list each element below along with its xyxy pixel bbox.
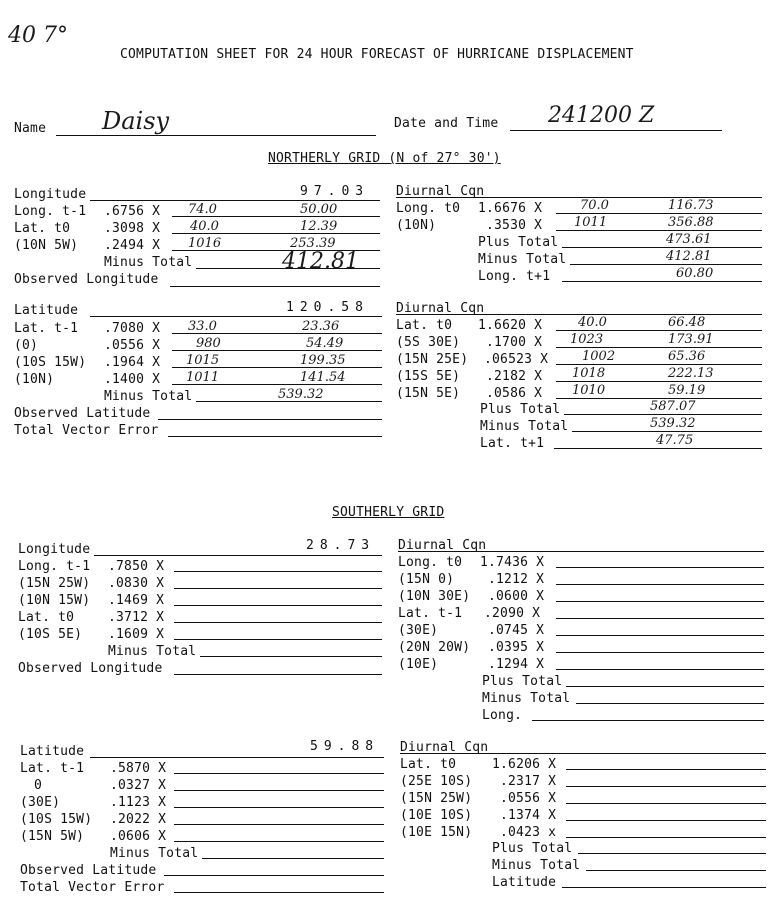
southerly-heading: SOUTHERLY GRID — [332, 505, 445, 520]
s-lon-row-coef: .1469 X — [108, 593, 165, 608]
n-lat-row-result: 141.54 — [300, 370, 346, 385]
date-label: Date and Time — [394, 116, 499, 131]
n-lat-row-coef: .1964 X — [104, 355, 161, 370]
s-lat-diurnal-label: Diurnal Cqn — [400, 740, 489, 755]
s-latd-row-line — [566, 837, 766, 838]
n-latd-minus-total-line — [572, 431, 762, 432]
n-latd-row-coef: .06523 X — [484, 352, 549, 367]
s-ld-row-label: (10E) — [398, 657, 439, 672]
n-lat-row-label: Lat. t-1 — [14, 321, 79, 336]
n-latitude-value: 120.58 — [286, 300, 369, 315]
s-ld-minus-total-line — [576, 703, 764, 704]
n-latd-row-label: (15S 5E) — [396, 369, 461, 384]
n-ld-row-line — [556, 213, 762, 214]
n-latd-row-line — [556, 381, 762, 382]
s-lon-row-line — [174, 639, 382, 640]
s-lat-row-line — [174, 807, 384, 808]
n-lat-row-obs: 33.0 — [188, 319, 217, 334]
s-latd-row-coef: .0556 X — [500, 791, 557, 806]
name-label: Name — [14, 121, 47, 136]
n-lat-row-obs: 1011 — [186, 370, 220, 385]
n-latd-result-line — [554, 448, 762, 449]
n-lat-row-obs: 980 — [196, 336, 221, 351]
s-latd-result-line — [562, 887, 766, 888]
n-ld-row-result: 356.88 — [668, 215, 714, 230]
s-latitude-line — [90, 757, 384, 758]
s-longitude-line — [94, 555, 382, 556]
n-lat-row-label: (10N) — [14, 372, 55, 387]
s-lat-row-label: (30E) — [20, 795, 61, 810]
n-latitude-line — [90, 316, 382, 317]
n-latd-row-label: (15N 25E) — [396, 352, 469, 367]
s-ld-row-line — [556, 618, 764, 619]
s-ld-result-line — [532, 720, 764, 721]
n-ld-result-line — [562, 281, 762, 282]
n-lat-row-coef: .7080 X — [104, 321, 161, 336]
s-ld-row-coef: .0600 X — [488, 589, 545, 604]
n-lat-diurnal-label: Diurnal Cqn — [396, 301, 485, 316]
n-latd-row-obs: 1010 — [572, 383, 606, 398]
s-lat-row-coef: .2022 X — [110, 812, 167, 827]
n-long-diurnal-label: Diurnal Cqn — [396, 184, 485, 199]
s-ld-row-line — [556, 601, 764, 602]
s-latd-row-line — [566, 786, 766, 787]
s-ld-minus-total-label: Minus Total — [482, 691, 571, 706]
s-ld-result-label: Long. — [482, 708, 523, 723]
n-ld-row-line — [556, 230, 762, 231]
n-latd-row-line — [556, 364, 762, 365]
s-latd-row-label: (25E 10S) — [400, 774, 473, 789]
s-ld-row-line — [556, 669, 764, 670]
n-lat-row-coef: .0556 X — [104, 338, 161, 353]
n-latd-plus-total-line — [564, 414, 762, 415]
n-latd-row-line — [556, 330, 762, 331]
n-tve-label: Total Vector Error — [14, 423, 159, 438]
n-tve-line — [168, 436, 382, 437]
s-lon-row-line — [174, 588, 382, 589]
s-latd-plus-total-line — [578, 853, 766, 854]
s-latd-row-coef: 1.6206 X — [492, 757, 557, 772]
s-ld-row-line — [556, 635, 764, 636]
s-lat-row-coef: .1123 X — [110, 795, 167, 810]
n-latd-row-line — [556, 347, 762, 348]
s-lat-row-line — [174, 841, 384, 842]
n-ld-row-obs: 1011 — [574, 215, 608, 230]
name-value: Daisy — [102, 107, 170, 135]
s-latd-row-coef: .1374 X — [500, 808, 557, 823]
n-latd-row-result: 66.48 — [668, 315, 706, 330]
s-ld-row-label: (20N 20W) — [398, 640, 471, 655]
s-latd-row-label: (15N 25W) — [400, 791, 473, 806]
n-ld-result-label: Long. t+1 — [478, 269, 551, 284]
s-tve-line — [174, 892, 384, 893]
s-lat-minus-total-label: Minus Total — [110, 846, 199, 861]
n-lat-row-coef: .1400 X — [104, 372, 161, 387]
name-line — [56, 135, 376, 136]
s-long-diurnal-line — [398, 551, 764, 552]
n-latd-row-coef: .2182 X — [486, 369, 543, 384]
n-latd-row-obs: 1002 — [582, 349, 616, 364]
n-lon-row-coef: .6756 X — [104, 204, 161, 219]
s-lat-minus-total-line — [202, 858, 384, 859]
s-lat-row-label: (10S 15W) — [20, 812, 93, 827]
n-lat-row-obs: 1015 — [186, 353, 220, 368]
s-latitude-value: 59.88 — [310, 739, 380, 754]
s-observed-latitude-line — [164, 875, 384, 876]
s-latd-result-label: Latitude — [492, 875, 557, 890]
n-latd-row-label: Lat. t0 — [396, 318, 453, 333]
s-long-diurnal-label: Diurnal Cqn — [398, 538, 487, 553]
s-latd-minus-total-label: Minus Total — [492, 858, 581, 873]
n-lon-row-coef: .2494 X — [104, 238, 161, 253]
s-ld-row-label: (10N 30E) — [398, 589, 471, 604]
s-latd-plus-total-label: Plus Total — [492, 841, 573, 856]
n-latd-row-coef: .1700 X — [486, 335, 543, 350]
s-lat-row-coef: .5870 X — [110, 761, 167, 776]
s-latd-minus-total-line — [586, 870, 766, 871]
n-lon-row-obs: 1016 — [188, 236, 222, 251]
n-lon-row-obs: 40.0 — [190, 219, 219, 234]
n-lat-row-result: 54.49 — [306, 336, 344, 351]
s-lon-row-label: (10N 15W) — [18, 593, 91, 608]
date-line — [510, 130, 722, 131]
s-tve-label: Total Vector Error — [20, 880, 165, 895]
n-lon-minus-total-value: 412.81 — [282, 249, 359, 274]
n-latd-row-label: (5S 30E) — [396, 335, 461, 350]
s-lat-row-line — [174, 773, 384, 774]
s-ld-row-coef: .1212 X — [488, 572, 545, 587]
n-longitude-value: 97.03 — [300, 184, 370, 199]
s-lon-row-coef: .7850 X — [108, 559, 165, 574]
n-lon-row-label: (10N 5W) — [14, 238, 79, 253]
s-ld-row-label: (30E) — [398, 623, 439, 638]
s-latd-row-line — [566, 769, 766, 770]
n-latd-row-coef: .0586 X — [486, 386, 543, 401]
s-lon-row-label: (10S 5E) — [18, 627, 83, 642]
n-lat-minus-total-label: Minus Total — [104, 389, 193, 404]
n-latd-row-obs: 1018 — [572, 366, 606, 381]
s-ld-row-coef: 1.7436 X — [480, 555, 545, 570]
s-lon-row-label: Lat. t0 — [18, 610, 75, 625]
n-ld-plus-total-value: 473.61 — [666, 232, 712, 247]
s-ld-row-label: Lat. t-1 — [398, 606, 463, 621]
s-lat-row-label: (15N 5W) — [20, 829, 85, 844]
s-lon-row-label: (15N 25W) — [18, 576, 91, 591]
s-lat-row-line — [174, 790, 384, 791]
n-ld-row-result: 116.73 — [668, 198, 714, 213]
n-observed-longitude-line — [170, 286, 380, 287]
s-lon-minus-total-line — [200, 656, 382, 657]
s-ld-plus-total-line — [566, 686, 764, 687]
n-latd-row-obs: 1023 — [570, 332, 604, 347]
sheet-title: COMPUTATION SHEET FOR 24 HOUR FORECAST OF HURRICANE DISPLACEMENT — [120, 47, 634, 62]
n-latd-row-result: 222.13 — [668, 366, 714, 381]
n-ld-plus-total-line — [562, 247, 762, 248]
n-lon-minus-total-label: Minus Total — [104, 255, 193, 270]
n-latd-plus-total-label: Plus Total — [480, 402, 561, 417]
n-lat-row-result: 23.36 — [302, 319, 340, 334]
s-observed-latitude-label: Observed Latitude — [20, 863, 157, 878]
n-ld-minus-total-label: Minus Total — [478, 252, 567, 267]
s-latd-row-label: Lat. t0 — [400, 757, 457, 772]
n-ld-minus-total-value: 412.81 — [666, 249, 712, 264]
s-lat-row-line — [174, 824, 384, 825]
s-latd-row-line — [566, 803, 766, 804]
n-lon-row-label: Lat. t0 — [14, 221, 71, 236]
n-lon-row-obs: 74.0 — [188, 202, 217, 217]
n-latitude-label: Latitude — [14, 303, 79, 318]
n-lon-row-coef: .3098 X — [104, 221, 161, 236]
s-latd-row-coef: .0423 x — [500, 825, 557, 840]
n-latd-row-result: 59.19 — [668, 383, 706, 398]
n-lon-row-result: 50.00 — [300, 202, 338, 217]
s-lat-row-label: 0 — [34, 778, 43, 793]
s-lat-row-coef: .0606 X — [110, 829, 167, 844]
n-ld-row-label: Long. t0 — [396, 201, 461, 216]
corner-note: 40 7° — [8, 23, 68, 48]
s-latd-row-label: (10E 10S) — [400, 808, 473, 823]
n-latd-result-value: 47.75 — [656, 433, 694, 448]
n-lon-row-label: Long. t-1 — [14, 204, 87, 219]
s-ld-row-line — [556, 584, 764, 585]
s-latd-row-coef: .2317 X — [500, 774, 557, 789]
s-ld-row-label: Long. t0 — [398, 555, 463, 570]
n-latd-plus-total-value: 587.07 — [650, 399, 696, 414]
s-observed-longitude-line — [174, 674, 382, 675]
s-latd-row-label: (10E 15N) — [400, 825, 473, 840]
s-ld-row-line — [556, 652, 764, 653]
n-latd-row-coef: 1.6620 X — [478, 318, 543, 333]
n-latd-minus-total-label: Minus Total — [480, 419, 569, 434]
s-lon-minus-total-label: Minus Total — [108, 644, 197, 659]
s-lon-row-line — [174, 605, 382, 606]
n-latd-row-result: 65.36 — [668, 349, 706, 364]
n-ld-row-label: (10N) — [396, 218, 437, 233]
s-ld-plus-total-label: Plus Total — [482, 674, 563, 689]
n-longitude-line — [90, 200, 380, 201]
n-latd-row-label: (15N 5E) — [396, 386, 461, 401]
s-ld-row-label: (15N 0) — [398, 572, 455, 587]
s-observed-longitude-label: Observed Longitude — [18, 661, 163, 676]
s-ld-row-coef: .1294 X — [488, 657, 545, 672]
n-longitude-label: Longitude — [14, 187, 87, 202]
n-lat-row-result: 199.35 — [300, 353, 346, 368]
n-latd-minus-total-value: 539.32 — [650, 416, 696, 431]
s-lon-row-line — [174, 571, 382, 572]
n-ld-row-obs: 70.0 — [580, 198, 609, 213]
n-lon-row-result: 253.39 — [290, 236, 336, 251]
n-observed-longitude-label: Observed Longitude — [14, 272, 159, 287]
date-value: 241200 Z — [548, 103, 655, 128]
n-lat-minus-total-value: 539.32 — [278, 387, 324, 402]
n-observed-latitude-label: Observed Latitude — [14, 406, 151, 421]
s-longitude-label: Longitude — [18, 542, 91, 557]
s-lat-row-label: Lat. t-1 — [20, 761, 85, 776]
n-lat-row-label: (10S 15W) — [14, 355, 87, 370]
s-lon-row-line — [174, 622, 382, 623]
n-lat-row-label: (0) — [14, 338, 39, 353]
n-observed-latitude-line — [158, 419, 382, 420]
s-ld-row-coef: .0395 X — [488, 640, 545, 655]
s-ld-row-coef: .2090 X — [484, 606, 541, 621]
n-latd-result-label: Lat. t+1 — [480, 436, 545, 451]
s-longitude-value: 28.73 — [306, 538, 376, 553]
s-lon-row-coef: .0830 X — [108, 576, 165, 591]
n-lon-row-result: 12.39 — [300, 219, 338, 234]
s-lon-row-coef: .3712 X — [108, 610, 165, 625]
n-ld-result-value: 60.80 — [676, 266, 714, 281]
s-ld-row-line — [556, 567, 764, 568]
s-latitude-label: Latitude — [20, 744, 85, 759]
n-ld-row-coef: .3530 X — [486, 218, 543, 233]
northerly-heading: NORTHERLY GRID (N of 27° 30') — [268, 151, 501, 166]
s-ld-row-coef: .0745 X — [488, 623, 545, 638]
s-lon-row-coef: .1609 X — [108, 627, 165, 642]
s-latd-row-line — [566, 820, 766, 821]
n-ld-plus-total-label: Plus Total — [478, 235, 559, 250]
n-latd-row-obs: 40.0 — [578, 315, 607, 330]
s-lat-diurnal-line — [400, 753, 766, 754]
n-ld-row-coef: 1.6676 X — [478, 201, 543, 216]
s-lat-row-coef: .0327 X — [110, 778, 167, 793]
n-ld-minus-total-line — [570, 264, 762, 265]
n-latd-row-result: 173.91 — [668, 332, 714, 347]
s-lon-row-label: Long. t-1 — [18, 559, 91, 574]
